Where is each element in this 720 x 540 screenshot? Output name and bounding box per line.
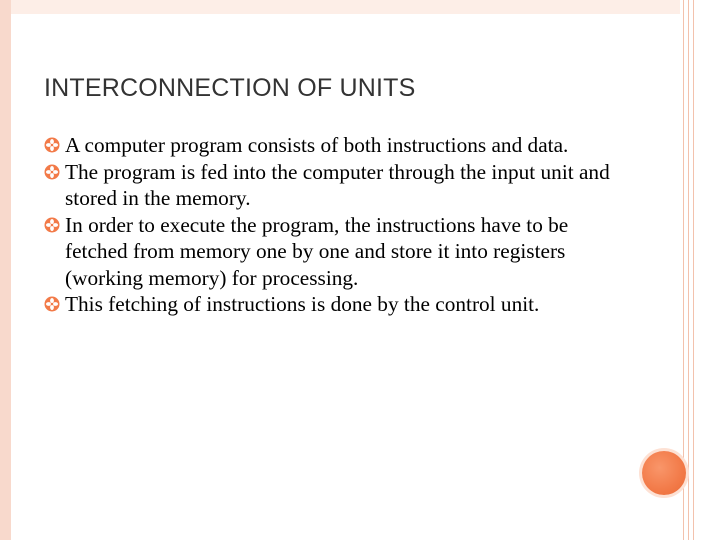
flower-bullet-icon: [44, 164, 60, 180]
slide-title: INTERCONNECTION OF UNITS: [44, 74, 416, 102]
bullet-item: [44, 159, 634, 212]
bullet-list: [44, 132, 634, 318]
bullet-text: The program is fed into the computer through the input unit and stored in the memory.: [65, 159, 610, 210]
top-border-band: [11, 0, 680, 14]
bullet-text: This fetching of instructions is done by the control unit.: [65, 292, 540, 316]
bullet-text: A computer program consists of both instructions and data.: [65, 133, 569, 157]
border-rule: [693, 0, 694, 540]
right-border-area: [680, 0, 720, 540]
bullet-item: [44, 291, 634, 318]
bullet-item: [44, 212, 634, 292]
left-border-band: [0, 0, 11, 540]
bullet-item: [44, 132, 634, 159]
decorative-orange-circle: [642, 451, 686, 495]
flower-bullet-icon: [44, 296, 60, 312]
bullet-text: In order to execute the program, the instructions have to be fetched from memory one by one and store it into registers (working memory) for processing.: [65, 212, 569, 290]
flower-bullet-icon: [44, 217, 60, 233]
border-rule: [683, 0, 684, 540]
border-rule: [688, 0, 689, 540]
flower-bullet-icon: [44, 137, 60, 153]
